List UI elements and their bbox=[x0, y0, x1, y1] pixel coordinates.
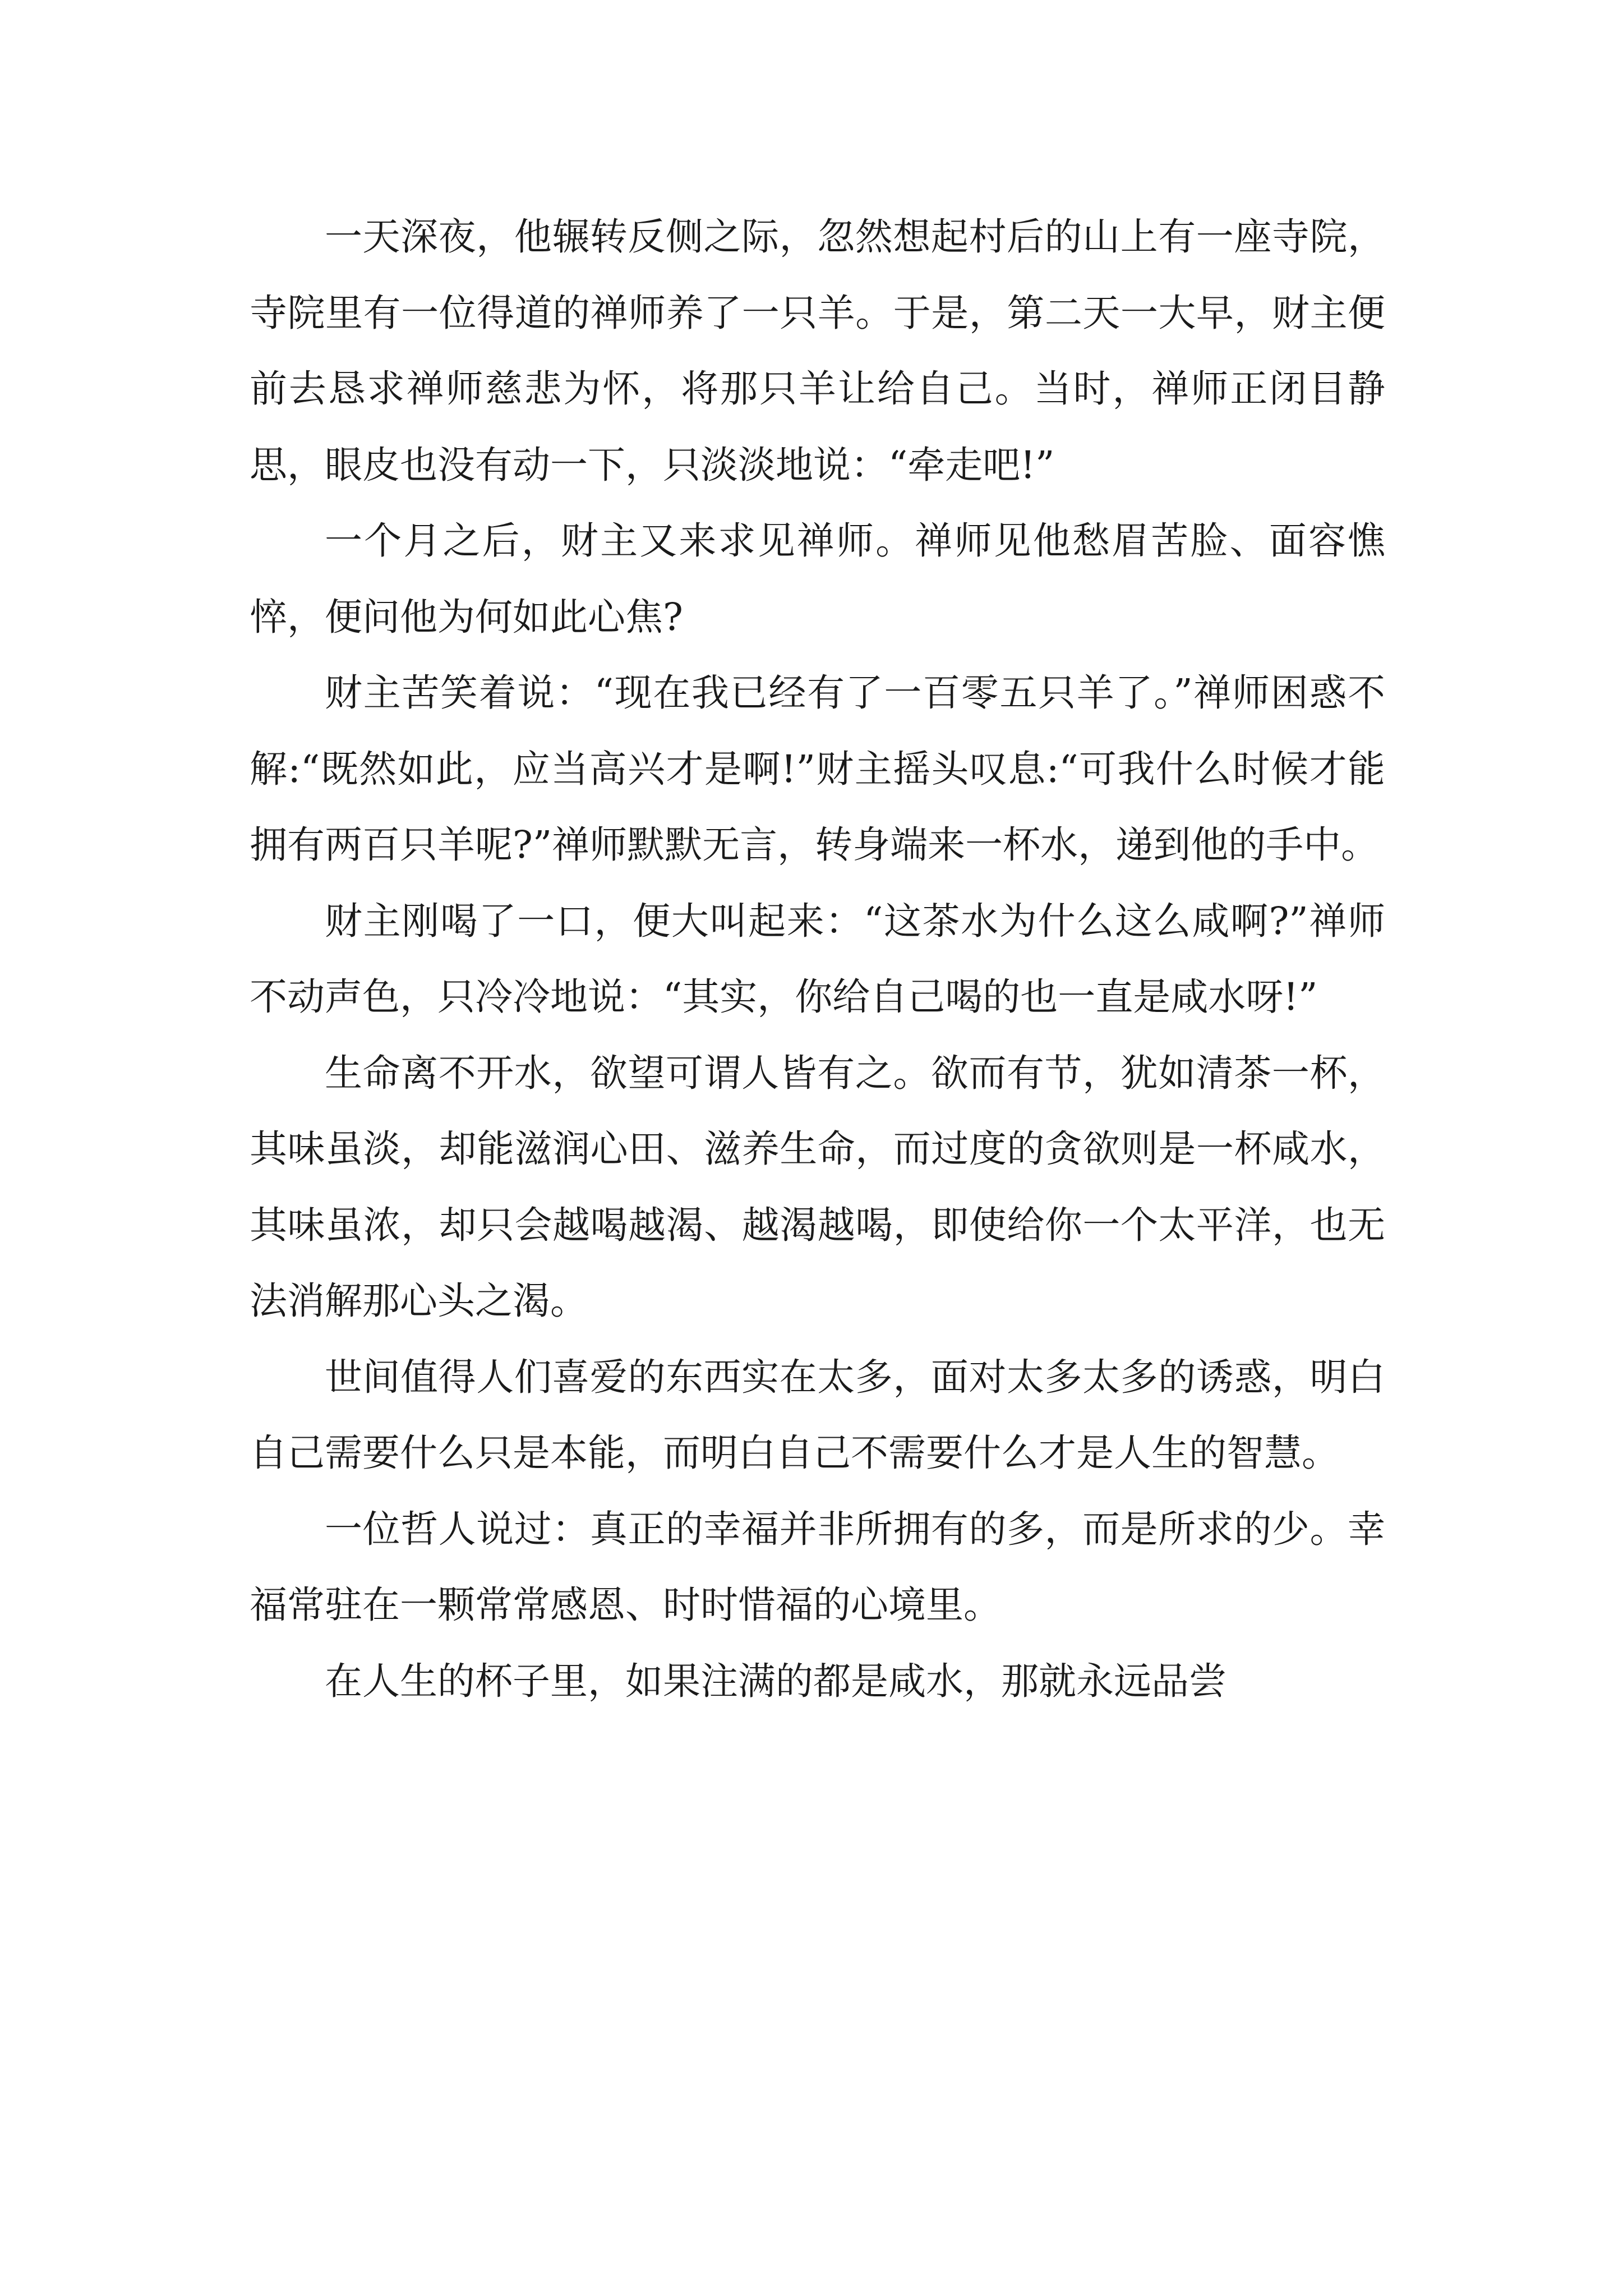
paragraph-7: 一位哲人说过：真正的幸福并非所拥有的多，而是所求的少。幸福常驻在一颗常常感恩、时时惜福的心境里。 bbox=[250, 1507, 1385, 1627]
paragraph-8: 在人生的杯子里，如果注满的都是咸水，那就永远品尝 bbox=[325, 1659, 1227, 1703]
article-body bbox=[250, 199, 1385, 1719]
paragraph-1: 一天深夜，他辗转反侧之际，忽然想起村后的山上有一座寺院，寺院里有一位得道的禅师养了一只羊。于是，第二天一大早，财主便前去恳求禅师慈悲为怀，将那只羊让给自己。当时，禅师正闭目静思，眼皮也没有动一下，只淡淡地说：“牵走吧!” bbox=[250, 215, 1385, 487]
paragraph-4: 财主刚喝了一口，便大叫起来：“这茶水为什么这么咸啊?”禅师不动声色，只冷冷地说：“其实，你给自己喝的也一直是咸水呀!” bbox=[250, 899, 1385, 1019]
paragraph-3: 财主苦笑着说：“现在我已经有了一百零五只羊了。”禅师困惑不解:“既然如此，应当高兴才是啊!”财主摇头叹息:“可我什么时候才能拥有两百只羊呢?”禅师默默无言，转身端来一杯水，递到他的手中。 bbox=[250, 671, 1385, 867]
paragraph-2: 一个月之后，财主又来求见禅师。禅师见他愁眉苦脸、面容憔悴，便问他为何如此心焦? bbox=[250, 519, 1385, 639]
paragraph-5: 生命离不开水，欲望可谓人皆有之。欲而有节，犹如清茶一杯，其味虽淡，却能滋润心田、滋养生命，而过度的贪欲则是一杯咸水，其味虽浓，却只会越喝越渴、越渴越喝，即使给你一个太平洋，也无法消解那心头之渴。 bbox=[250, 1051, 1385, 1323]
paragraph-6: 世间值得人们喜爱的东西实在太多，面对太多太多的诱惑，明白自己需要什么只是本能，而明白自己不需要什么才是人生的智慧。 bbox=[250, 1355, 1385, 1475]
